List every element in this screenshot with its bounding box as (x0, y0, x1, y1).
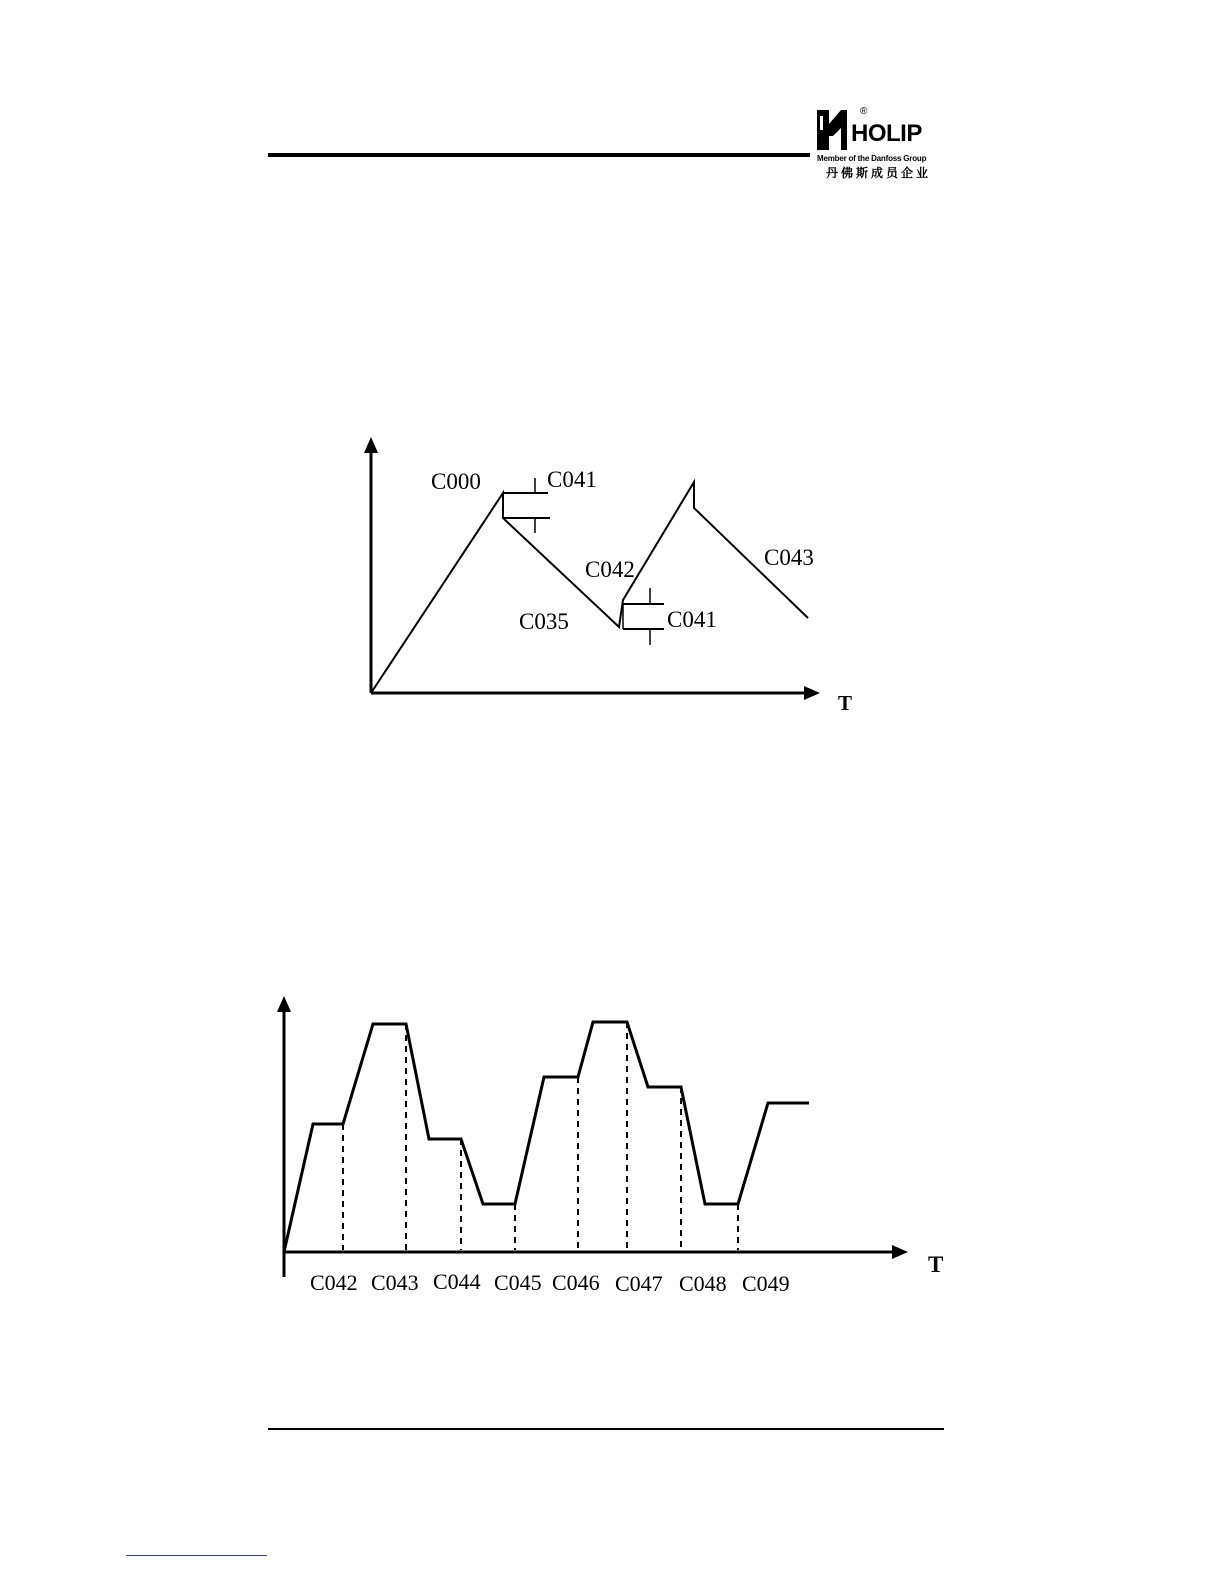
segment-label: C043 (371, 1270, 419, 1295)
segment-label: C048 (679, 1271, 727, 1296)
segment-dividers (343, 1022, 738, 1250)
segment-label: C047 (615, 1271, 663, 1296)
segment-label: C044 (433, 1269, 481, 1294)
segment-label: C049 (742, 1271, 790, 1296)
multistep-frequency-waveform (284, 1022, 809, 1252)
segment-label: C042 (310, 1270, 358, 1295)
segment-label: C045 (494, 1270, 542, 1295)
corner-link-underline (126, 1555, 267, 1556)
label-c041-bottom: C041 (667, 607, 717, 632)
label-c035: C035 (519, 609, 569, 634)
axis-label-t: T (838, 691, 853, 715)
label-c043: C043 (764, 545, 814, 570)
y-axis-arrow-icon (277, 996, 291, 1012)
label-c041-top: C041 (547, 467, 597, 492)
x-axis-arrow-icon (892, 1245, 908, 1259)
label-c042: C042 (585, 557, 635, 582)
brand-name: HOLIP (851, 120, 922, 147)
brand-tagline-chinese: 丹佛斯成员企业 (826, 166, 932, 180)
brand-tagline: Member of the Danfoss Group (817, 154, 927, 163)
label-c000: C000 (431, 469, 481, 494)
registered-mark: ® (860, 106, 868, 117)
footer-rule (268, 1428, 944, 1430)
segment-label: C046 (552, 1270, 600, 1295)
axis-label-t: T (928, 1252, 944, 1277)
